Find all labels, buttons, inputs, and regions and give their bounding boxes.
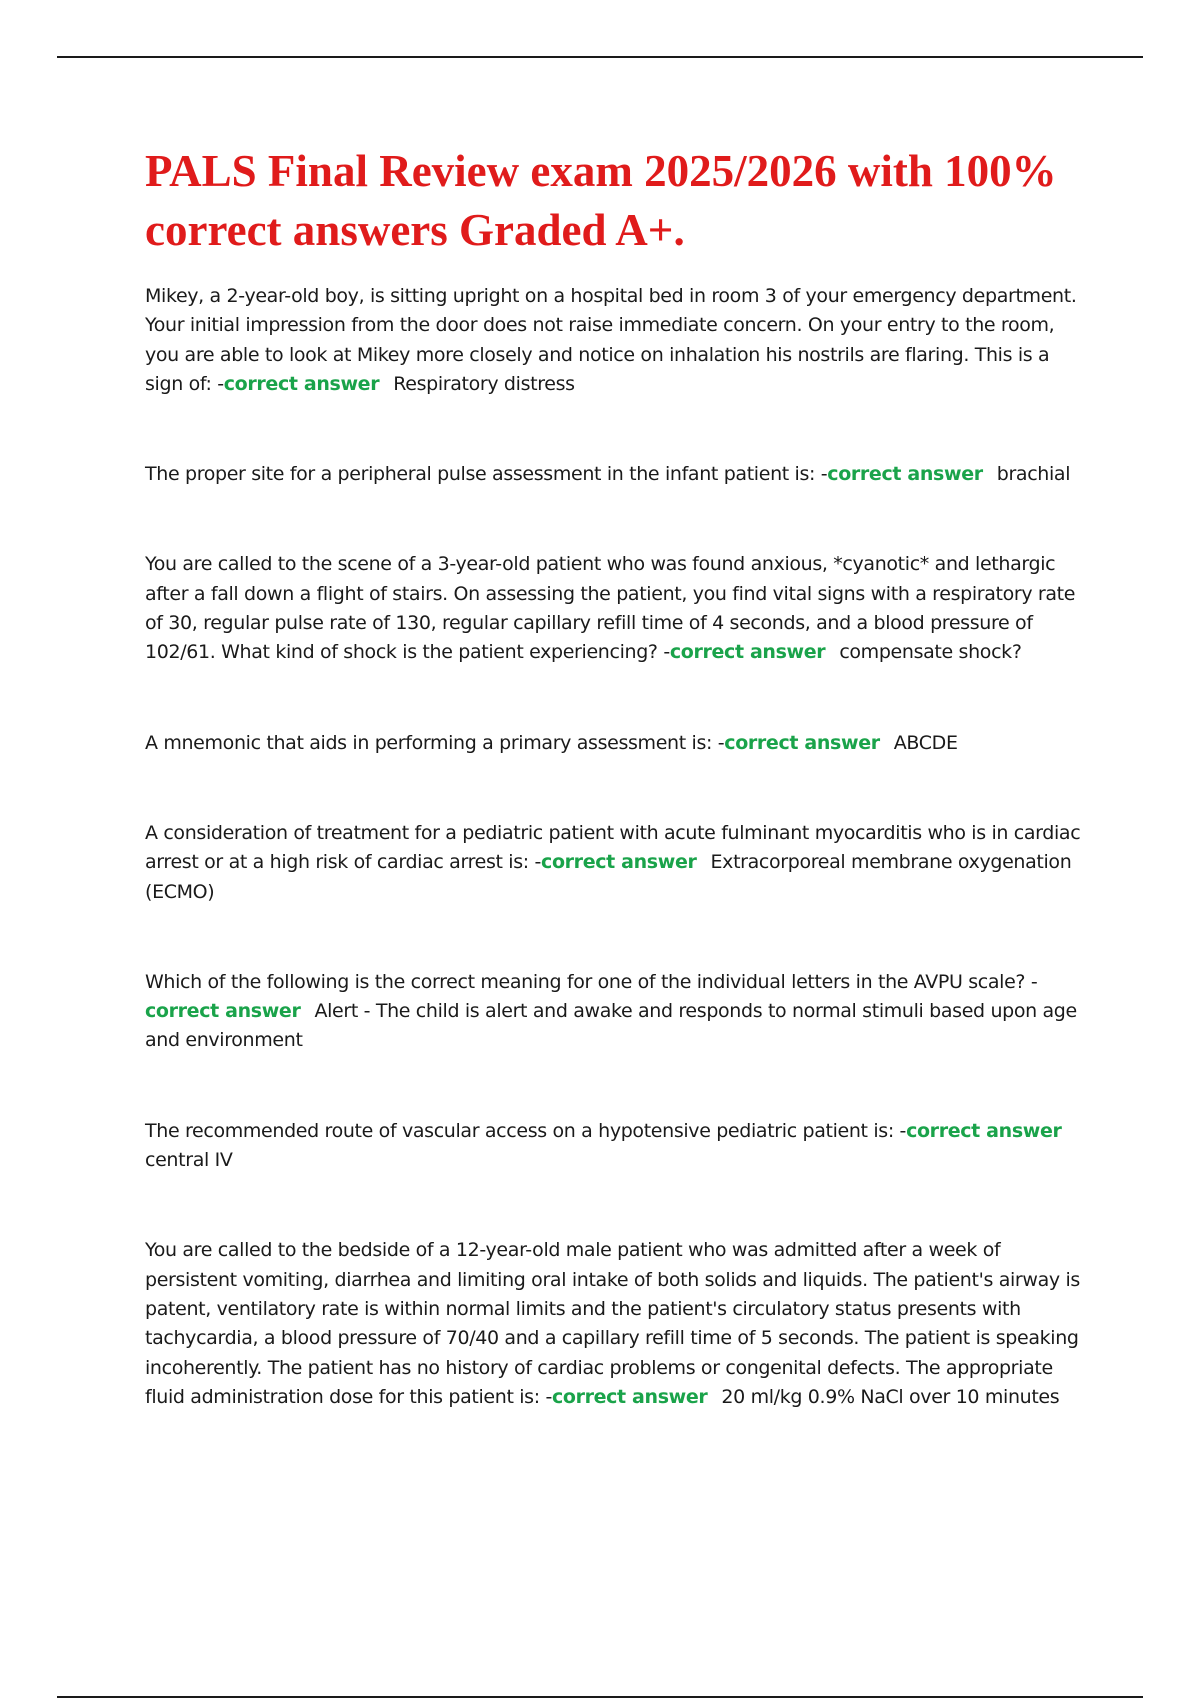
- correct-answer-marker: correct answer: [551, 1385, 708, 1408]
- answer-text: Alert - The child is alert and awake and responds to normal stimuli based upon age and environment: [145, 1000, 1077, 1052]
- question-text: The proper site for a peripheral pulse assessment in the infant patient is: -: [145, 463, 828, 486]
- bottom-rule: [57, 1696, 1143, 1698]
- correct-answer-marker: correct answer: [541, 851, 697, 874]
- question-text: You are called to the bedside of a 12-year-old male patient who was admitted after a week of persistent vomiting, diarrhea and limiting oral intake of both solids and liquids. The patient's airway is patent, ventilatory rate is within normal limits and the patient's circulatory status presents with tachycardia, a blood pressure of 70/40 and a capillary refill time of 5 seconds. The patient is speaking incoherently. The patient has no history of cardiac problems or congenital defects. The appropriate fluid administration dose for this patient is: -: [145, 1239, 1080, 1408]
- question-text: Which of the following is the correct meaning for one of the individual letters in the AVPU scale? -: [145, 970, 1038, 993]
- question-text: A mnemonic that aids in performing a primary assessment is: -: [145, 731, 725, 754]
- question-text: Mikey, a 2-year-old boy, is sitting upright on a hospital bed in room 3 of your emergency department. Your initial impression from the door does not raise immediate concern. On your entry to the room, you are able to look at Mikey more closely and notice on inhalation his nostrils are flaring. This is a sign of: -: [145, 285, 1077, 395]
- correct-answer-marker: correct answer: [145, 1000, 301, 1023]
- qa-item: [145, 550, 1090, 667]
- qa-item: [145, 460, 1090, 489]
- answer-text: brachial: [996, 463, 1071, 486]
- qa-item: [145, 968, 1090, 1056]
- document-title: PALS Final Review exam 2025/2026 with 100% correct answers Graded A+.: [145, 146, 1057, 255]
- answer-text: Respiratory distress: [393, 372, 575, 395]
- question-text: You are called to the scene of a 3-year-old patient who was found anxious, *cyanotic* and lethargic after a fall down a flight of stairs. On assessing the patient, you find vital signs with a respiratory rate of 30, regular pulse rate of 130, regular capillary refill time of 4 seconds, and a blood pressure of 102/61. What kind of shock is the patient experiencing? -: [145, 553, 1076, 664]
- answer-text: Extracorporeal membrane oxygenation (ECMO): [145, 851, 1072, 903]
- qa-item: [145, 1117, 1090, 1176]
- correct-answer-marker: correct answer: [906, 1119, 1062, 1142]
- answer-text: ABCDE: [893, 731, 958, 754]
- correct-answer-marker: correct answer: [223, 372, 380, 395]
- correct-answer-marker: correct answer: [827, 463, 983, 486]
- correct-answer-marker: correct answer: [669, 641, 826, 664]
- question-text: The recommended route of vascular access on a hypotensive pediatric patient is: -: [145, 1119, 907, 1142]
- question-text: A consideration of treatment for a pediatric patient with acute fulminant myocarditis who is in cardiac arrest or at a high risk of cardiac arrest is: -: [145, 821, 1081, 874]
- qa-item: [145, 729, 1090, 758]
- answer-text: central IV: [145, 1149, 233, 1172]
- qa-list: [145, 282, 1090, 1412]
- answer-text: 20 ml/kg 0.9% NaCl over 10 minutes: [721, 1385, 1060, 1408]
- qa-item: [145, 1236, 1090, 1412]
- qa-item: [145, 282, 1090, 399]
- top-rule: [57, 56, 1143, 58]
- answer-text: compensate shock?: [839, 641, 1022, 664]
- qa-item: [145, 819, 1090, 907]
- correct-answer-marker: correct answer: [724, 731, 880, 754]
